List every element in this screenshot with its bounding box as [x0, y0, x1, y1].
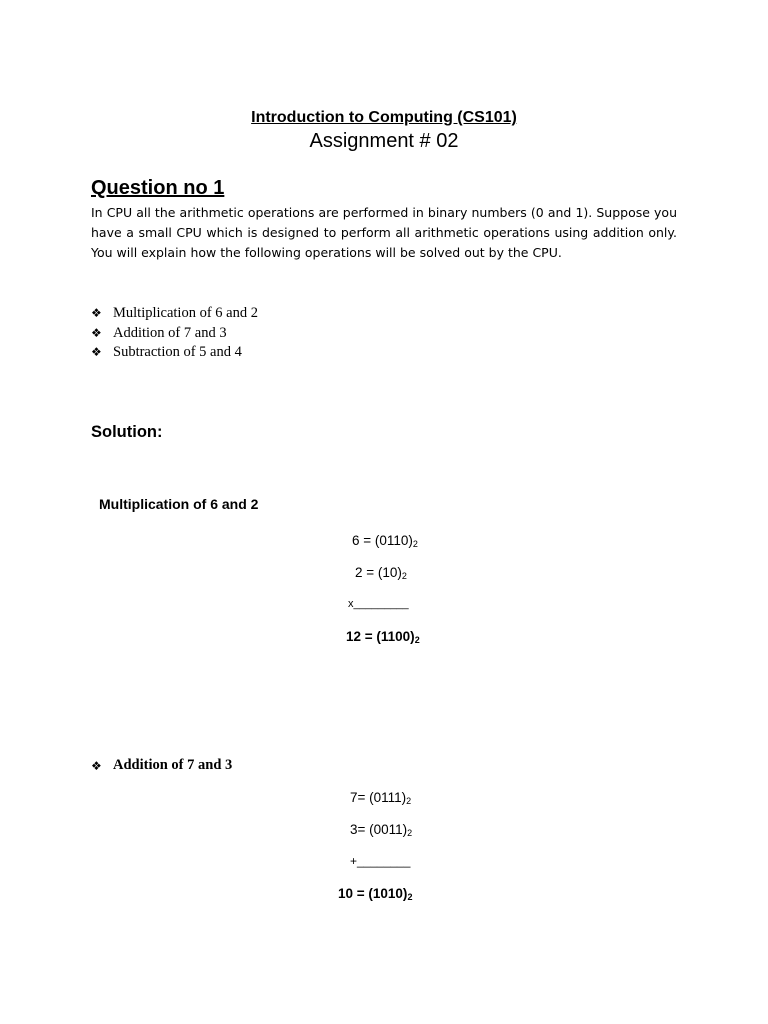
addition-line-1: $7= (0111)_2$ [350, 790, 412, 806]
multiplication-result: $12 = (1100)_2$ [346, 629, 420, 645]
multiplication-operator-line: x_________ [348, 598, 409, 610]
multiplication-line-1: $6 = (0110)_2$ [352, 533, 418, 549]
addition-heading: ❖ Addition of 7 and 3 [91, 757, 233, 773]
addition-operator-line: +________ [350, 854, 411, 868]
addition-result: $10 = (1010)_2$ [338, 886, 413, 902]
multiplication-line-2: $2 = (10)_2$ [355, 565, 407, 581]
question-list [91, 304, 258, 363]
list-item-label: Multiplication of 6 and 2 [113, 305, 258, 321]
list-item-label: Addition of 7 and 3 [113, 324, 227, 341]
addition-line-2: $3= (0011)_2$ [350, 822, 413, 838]
question-text: In CPU all the arithmetic operations are performed in binary numbers (0 and 1). Suppose you have a small CPU which is designed to perform all arithmetic operations using addition only. You will explain how the following operations will be solved out by the CPU. [91, 205, 677, 260]
assignment-title: Assignment # 02 [309, 130, 459, 152]
diamond-bullet-icon: ❖ [91, 758, 102, 773]
diamond-bullet-icon: ❖ [91, 345, 102, 359]
list-item [91, 324, 258, 344]
course-title: Introduction to Computing (CS101) [251, 109, 517, 126]
diamond-bullet-icon: ❖ [91, 325, 102, 340]
diamond-bullet-icon: ❖ [91, 306, 102, 320]
solution-heading: Solution: [91, 423, 163, 441]
list-item-label: Subtraction of 5 and 4 [113, 344, 242, 360]
multiplication-heading: Multiplication of 6 and 2 [99, 496, 259, 512]
question-heading: Question no 1 [91, 177, 225, 199]
list-item [91, 343, 258, 363]
list-item [91, 304, 258, 324]
